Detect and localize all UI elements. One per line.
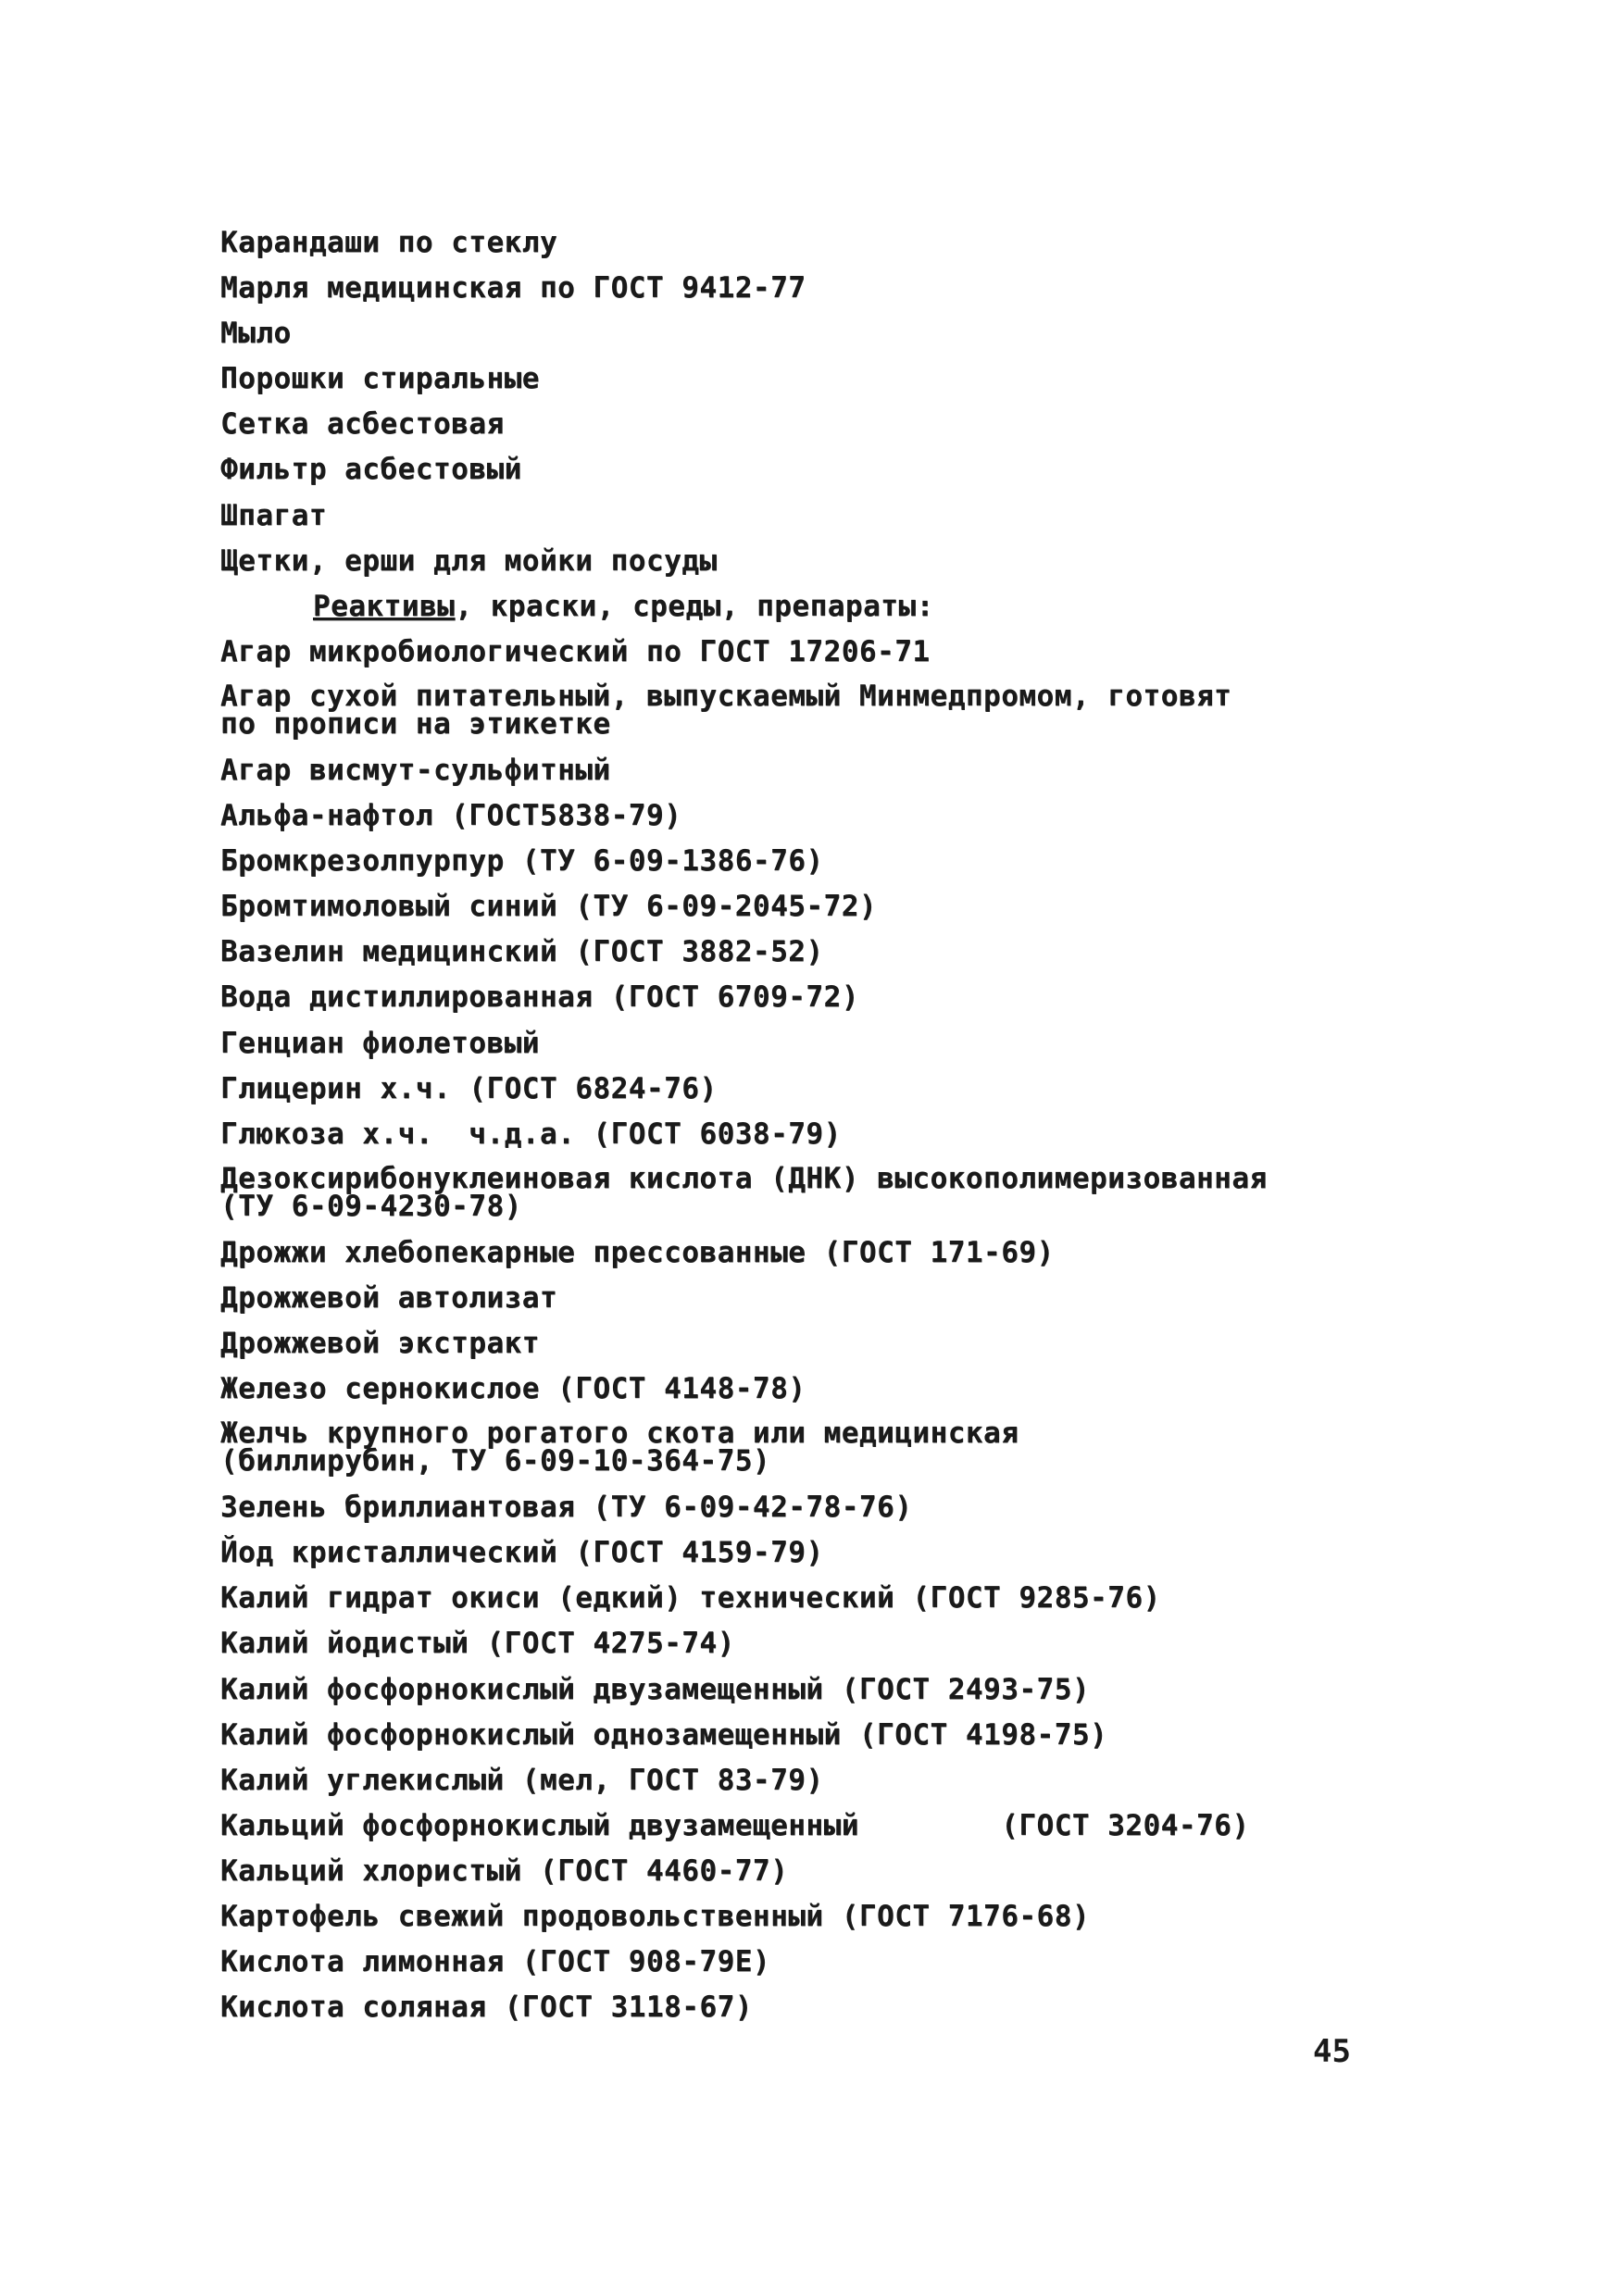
- section-heading: [220, 584, 1350, 630]
- section-heading-underlined: Реактивы: [313, 589, 456, 623]
- list-item: Картофель свежий продовольственный (ГОСТ 7176-68): [220, 1900, 1091, 1933]
- list-item: Желчь крупного рогатого скота или медицинская (биллирубин, ТУ 6-09-10-364-75): [220, 1416, 1019, 1479]
- page-number: 45: [1313, 2033, 1351, 2070]
- list-item: Йод кристаллический (ГОСТ 4159-79): [220, 1536, 824, 1570]
- list-item: Кислота лимонная (ГОСТ 908-79Е): [220, 1945, 771, 1979]
- list-item: Калий фосфорнокислый двузамещенный (ГОСТ 2493-75): [220, 1672, 1091, 1706]
- list-item: Агар микробиологический по ГОСТ 17206-71: [220, 634, 931, 668]
- list-item: Калий гидрат окиси (едкий) технический (ГОСТ 9285-76): [220, 1581, 1161, 1616]
- list-item: Бромкрезолпурпур (ТУ 6-09-1386-76): [220, 844, 824, 879]
- list-item: Щетки, ерши для мойки посуды: [220, 543, 718, 578]
- list-item: Дрожжевой автолизат: [220, 1280, 558, 1315]
- list-item: Альфа-нафтол (ГОСТ5838-79): [220, 799, 682, 833]
- list-item: Дрожжевой экстракт: [220, 1326, 540, 1360]
- list-item: Вода дистиллированная (ГОСТ 6709-72): [220, 980, 859, 1015]
- list-item: Марля медицинская по ГОСТ 9412-77: [220, 271, 806, 306]
- list-item: Порошки стиральные: [220, 362, 540, 396]
- materials-list-part-2: [220, 630, 1350, 2030]
- list-item: Агар сухой питательный, выпускаемый Минмедпромом, готовят по прописи на этикетке: [220, 679, 1232, 741]
- list-item: Шпагат: [220, 498, 327, 532]
- list-item: Калий йодистый (ГОСТ 4275-74): [220, 1627, 735, 1661]
- list-item: Бромтимоловый синий (ТУ 6-09-2045-72): [220, 890, 878, 924]
- list-item: Железо сернокислое (ГОСТ 4148-78): [220, 1372, 806, 1406]
- materials-list: [220, 220, 1350, 2030]
- list-item: Глюкоза х.ч. ч.д.а. (ГОСТ 6038-79): [220, 1117, 842, 1151]
- list-item: Карандаши по стеклу: [220, 226, 558, 259]
- list-item: Калий фосфорнокислый однозамещенный (ГОСТ 4198-75): [220, 1717, 1108, 1752]
- section-heading-rest: , краски, среды, препараты:: [455, 589, 934, 623]
- list-item: Мыло: [220, 317, 292, 351]
- list-item: Кальций фосфорнокислый двузамещенный (ГОСТ 3204-76): [220, 1808, 1250, 1842]
- list-item: Зелень бриллиантовая (ТУ 6-09-42-78-76): [220, 1491, 913, 1525]
- materials-list-part-1: [220, 220, 1350, 584]
- list-item: Генциан фиолетовый: [220, 1026, 540, 1060]
- list-item: Кальций хлористый (ГОСТ 4460-77): [220, 1853, 789, 1888]
- list-item: Кислота соляная (ГОСТ 3118-67): [220, 1990, 753, 2025]
- list-item: Глицерин х.ч. (ГОСТ 6824-76): [220, 1071, 718, 1105]
- list-item: Сетка асбестовая: [220, 407, 505, 442]
- list-item: Калий углекислый (мел, ГОСТ 83-79): [220, 1763, 824, 1797]
- list-item: Агар висмут-сульфитный: [220, 753, 611, 787]
- list-item: Дезоксирибонуклеиновая кислота (ДНК) высокополимеризованная (ТУ 6-09-4230-78): [220, 1161, 1268, 1223]
- list-item: Фильтр асбестовый: [220, 453, 522, 487]
- list-item: Дрожжи хлебопекарные прессованные (ГОСТ 171-69): [220, 1235, 1055, 1269]
- list-item: Вазелин медицинский (ГОСТ 3882-52): [220, 935, 824, 969]
